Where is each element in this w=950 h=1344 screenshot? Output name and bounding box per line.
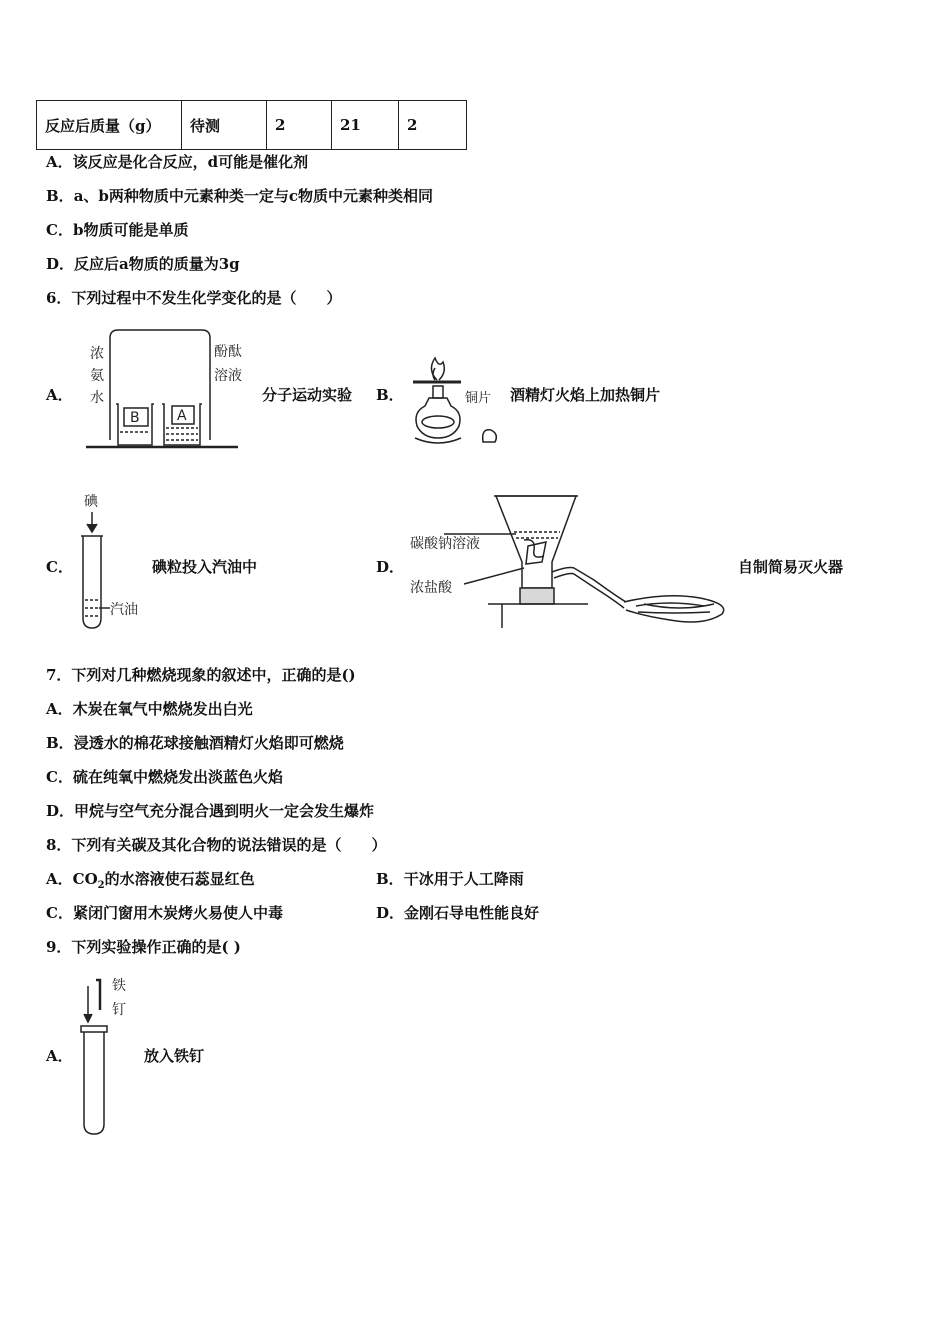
q6-option-c-letter: C． [46,558,73,576]
label-ammonia-1: 浓 [90,346,104,362]
q9-option-a-letter: A． [46,1047,73,1065]
beaker-a-label: A [177,408,187,424]
iron-nail-label-1: 铁 [112,978,126,994]
table-cell: 待测 [182,101,267,150]
label-ammonia-3: 水 [90,390,104,406]
hydrochloric-acid-label: 浓盐酸 [410,580,452,596]
q6-option-b-caption: 酒精灯火焰上加热铜片 [510,386,661,404]
label-phenolphthalein-2: 溶液 [214,368,242,384]
iron-nail-test-tube-figure [76,972,140,1138]
copper-sheet-label: 铜片 [465,391,492,406]
q8-stem: 8．下列有关碳及其化合物的说法错误的是（ ） [46,836,387,854]
q7-option-d: D．甲烷与空气充分混合遇到明火一定会发生爆炸 [46,802,375,820]
label-phenolphthalein-1: 酚酞 [214,344,242,360]
alcohol-lamp-figure [405,356,505,452]
mass-table [36,100,467,150]
q6-stem: 6．下列过程中不发生化学变化的是（ ） [46,289,342,307]
table-cell: 2 [399,101,467,150]
q8-option-a: A．$CO_2$的水溶液使石蕊显红色 [46,870,255,891]
q7-option-b: B．浸透水的棉花球接触酒精灯火焰即可燃烧 [46,734,344,752]
beaker-b-label: B [130,410,140,426]
q8-option-b: B．干冰用于人工降雨 [376,870,524,888]
q6-option-a-letter: A． [46,386,73,404]
q6-option-a-caption: 分子运动实验 [262,386,353,404]
sodium-carbonate-label: 碳酸钠溶液 [410,536,480,552]
iodine-label: 碘 [84,494,98,510]
q6-option-b-letter: B． [376,386,404,404]
label-ammonia-2: 氨 [90,368,104,384]
gasoline-label: 汽油 [110,602,138,618]
table-row [37,101,467,150]
q6-option-c-caption: 碘粒投入汽油中 [152,558,258,576]
q8-option-c: C．紧闭门窗用木炭烤火易使人中毒 [46,904,283,922]
iron-nail-label-2: 钉 [112,1002,126,1018]
q5-option-d: D．反应后a物质的质量为3g [46,255,240,273]
q5-option-b: B．a、b两种物质中元素种类一定与c物质中元素种类相同 [46,187,434,205]
q6-option-d-letter: D． [376,558,405,576]
q7-stem: 7．下列对几种燃烧现象的叙述中，正确的是() [46,666,356,684]
table-cell: 21 [332,101,399,150]
iodine-test-tube-figure [74,488,152,632]
fire-extinguisher-figure [404,488,734,632]
q8-option-d: D．金刚石导电性能良好 [376,904,540,922]
molecular-motion-figure [84,328,256,452]
q7-option-a: A．木炭在氧气中燃烧发出白光 [46,700,253,718]
q5-option-c: C．b物质可能是单质 [46,221,189,239]
q9-stem: 9．下列实验操作正确的是( ) [46,938,241,956]
table-row-label: 反应后质量（g） [37,101,182,150]
table-cell: 2 [267,101,332,150]
q5-option-a: A．该反应是化合反应，d可能是催化剂 [46,153,309,171]
q7-option-c: C．硫在纯氧中燃烧发出淡蓝色火焰 [46,768,283,786]
q9-option-a-caption: 放入铁钉 [144,1047,205,1065]
q6-option-d-caption: 自制简易灭火器 [738,558,844,576]
